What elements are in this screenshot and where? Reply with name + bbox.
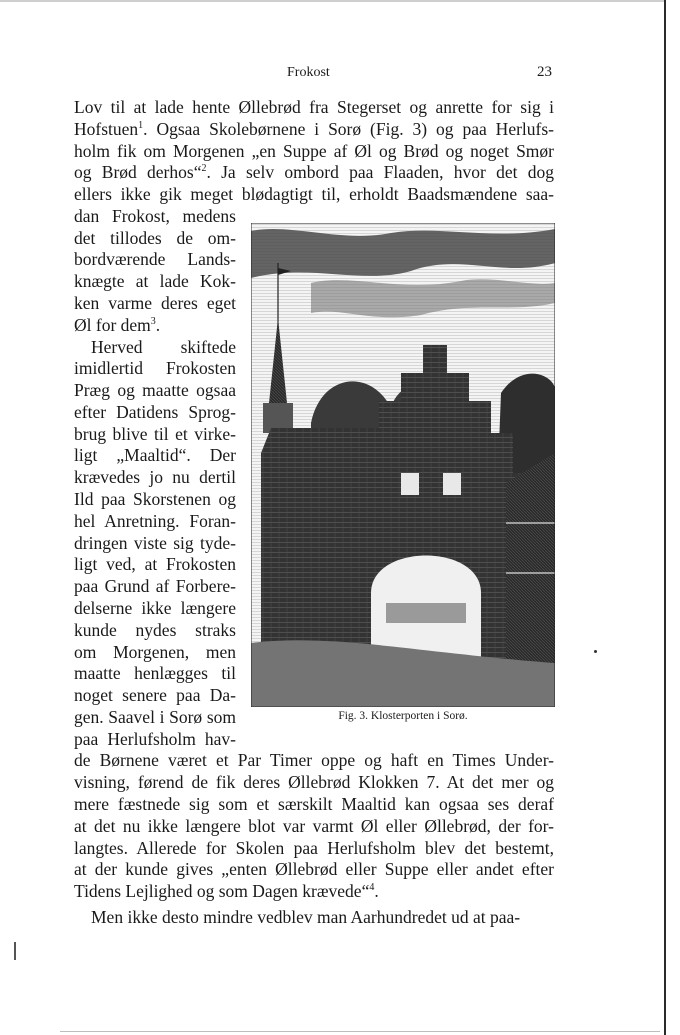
text-line: ken varme deres eget <box>74 293 236 314</box>
text-line: paa Herlufsholm hav- <box>74 728 236 749</box>
text-line: ligt ved, at Frokosten <box>74 554 236 575</box>
gate-window-right <box>443 473 461 495</box>
text-line: Herved skiftede <box>91 336 236 357</box>
text-line: dan Frokost, medens <box>74 205 236 226</box>
text-line: dringen viste sig tyde- <box>74 532 236 553</box>
text-line: noget senere paa Da- <box>74 685 236 706</box>
text-line: langtes. Allerede for Skolen paa Herlufsholm blev det bestemt, <box>74 837 554 858</box>
footnote-ref: 1 <box>138 119 144 131</box>
text-line: at der kunde gives „enten Øllebrød eller Suppe eller andet efter <box>74 859 554 880</box>
text-line: Præg og maatte ogsaa <box>74 380 236 401</box>
text-line: Lov til at lade hente Øllebrød fra Stegerset og anrette for sig i <box>74 97 554 117</box>
text-line: at det nu ikke længere blot var varmt Øl eller Øllebrød, der for- <box>74 815 554 836</box>
text-line: imidlertid Frokosten <box>74 358 236 379</box>
text-line: visning, førend de fik deres Øllebrød Klokken 7. At det mer og <box>74 772 554 793</box>
text-line: mere fæstnede sig som et særskilt Maaltid kan ogsaa ses deraf <box>74 793 554 814</box>
text-line: maatte henlægges til <box>74 663 236 684</box>
text-line: Øl for dem$^3$. <box>74 314 161 335</box>
text-line: det tillodes de om- <box>74 227 236 248</box>
page-edge-bottom <box>60 1031 660 1032</box>
text-line: og Brød derhos“$^2$. Ja selv ombord paa Flaaden, hvor det dog <box>74 162 554 183</box>
text-line: hel Anretning. Foran- <box>74 510 236 531</box>
footnote-ref: 2 <box>201 163 207 175</box>
text-line: om Morgenen, men <box>74 641 236 662</box>
text-line: Hofstuen$^1$. Ogsaa Skolebørnene i Sorø (Fig. 3) og paa Herlufs- <box>74 118 554 139</box>
text-line: gen. Saavel i Sorø som <box>74 706 236 727</box>
text-line: paa Grund af Forbere- <box>74 576 236 597</box>
running-title: Frokost <box>287 65 330 80</box>
page-edge-right <box>664 0 666 1035</box>
text-line: Ild paa Skorstenen og <box>74 489 236 510</box>
text-line: efter Datidens Sprog- <box>74 401 236 422</box>
text-line: delserne ikke længere <box>74 597 236 618</box>
text-line: Tidens Lejlighed og som Dagen krævede“$^4$. <box>74 881 379 902</box>
text-line: Men ikke desto mindre vedblev man Aarhundredet ud at paa- <box>91 907 521 928</box>
text-line: ligt „Maaltid“. Der <box>74 445 236 466</box>
figure-klosterporten <box>251 223 555 707</box>
figure-caption: Fig. 3. Klosterporten i Sorø. <box>338 710 468 722</box>
footnote-ref: 4 <box>369 882 375 894</box>
ink-speck <box>594 650 597 653</box>
text-line: krævedes jo nu dertil <box>74 467 236 488</box>
footnote-ref: 3 <box>150 315 156 327</box>
gate-window-left <box>401 473 419 495</box>
text-line: bordværende Lands- <box>74 249 236 270</box>
text-line: kunde nydes straks <box>74 619 236 640</box>
text-line: de Børnene været et Par Timer oppe og haft en Times Under- <box>74 750 554 771</box>
text-line: knægte at lade Kok- <box>74 271 236 292</box>
page-edge-top <box>0 0 664 2</box>
view-through-arch <box>386 603 466 623</box>
margin-mark <box>14 942 16 960</box>
text-line: brug blive til et virke- <box>74 423 236 444</box>
text-line: holm fik om Morgenen „en Suppe af Øl og Brød og noget Smør <box>74 140 554 161</box>
page-number: 23 <box>537 64 552 80</box>
engraving-illustration <box>251 223 555 707</box>
text-line: ellers ikke gik meget blødagtigt til, erholdt Baadsmændene saa- <box>74 184 554 205</box>
